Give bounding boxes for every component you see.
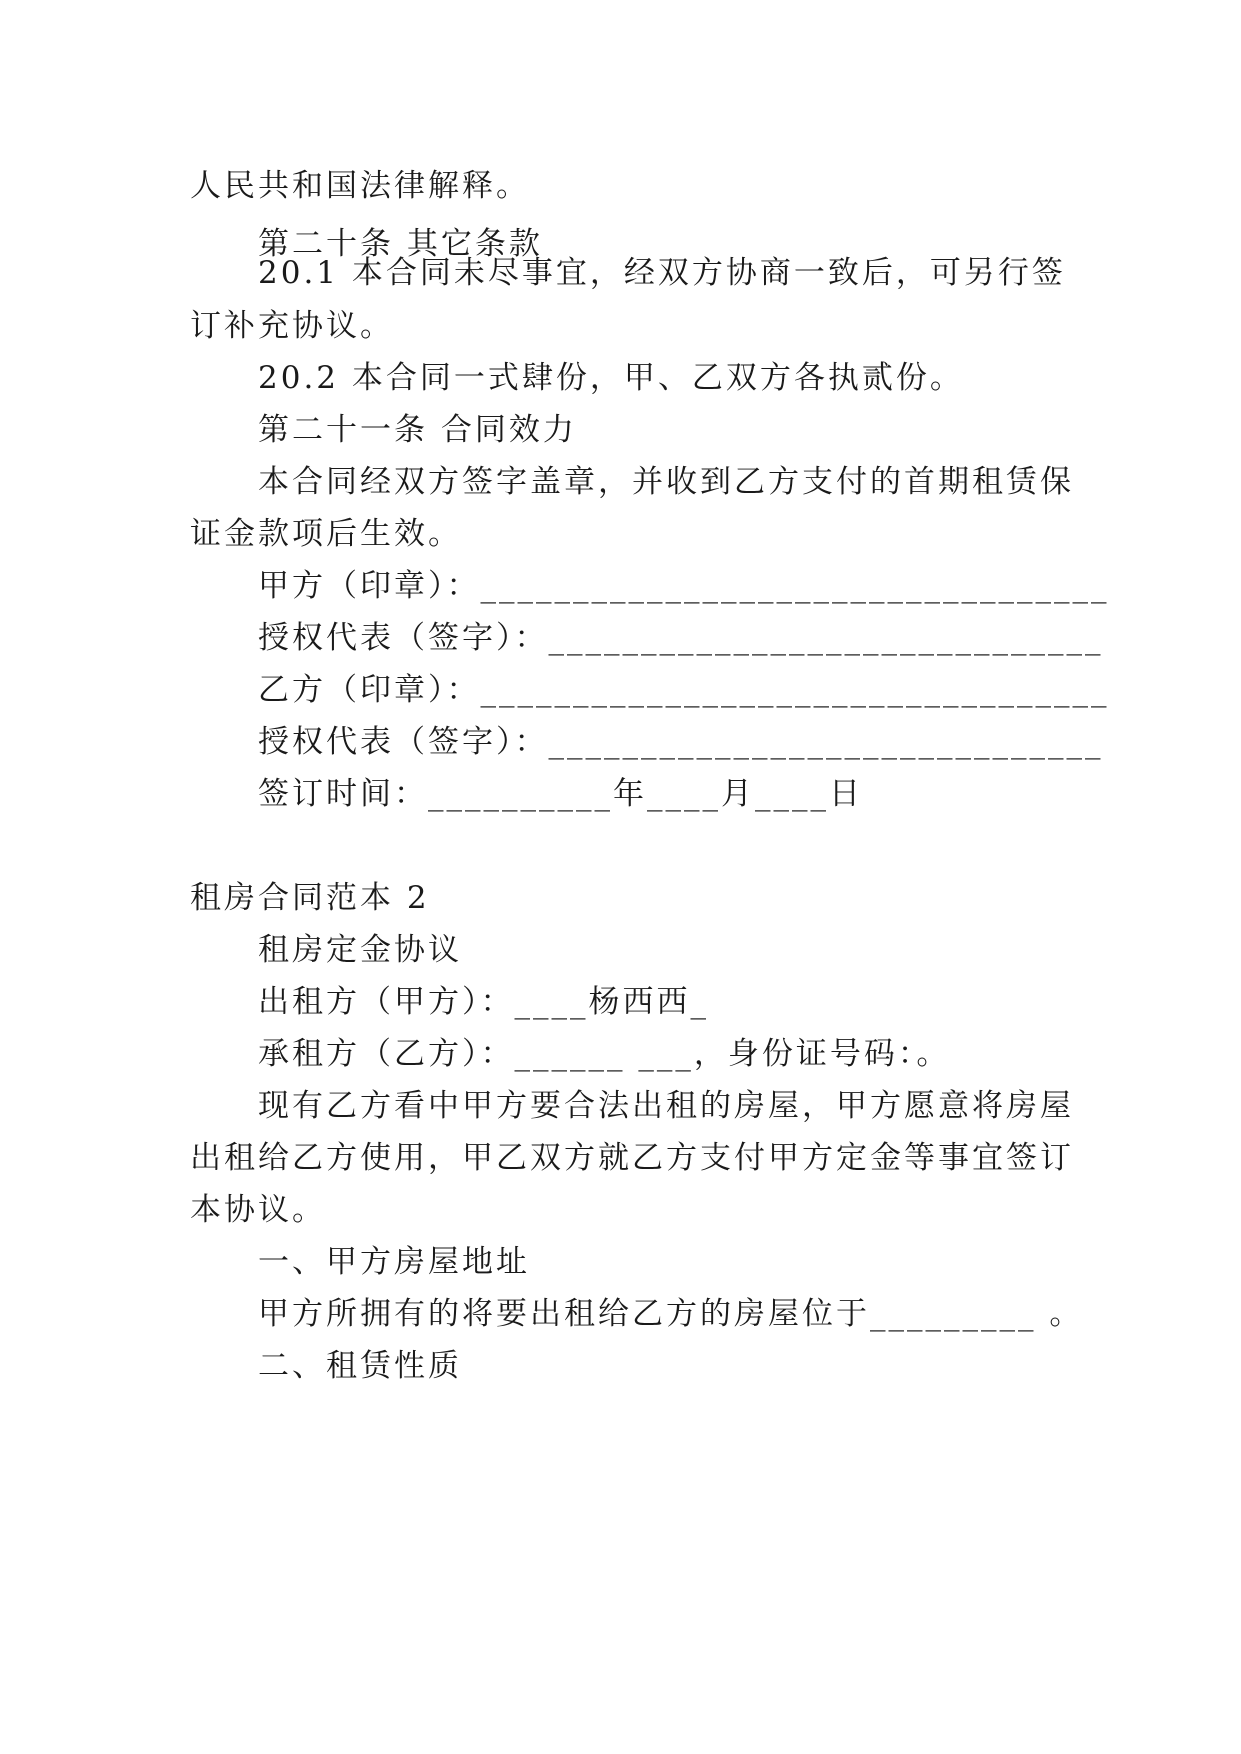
clause-20-1: 20.1 本合同未尽事宜，经双方协商一致后，可另行签 <box>258 255 1066 291</box>
section-heading: 二、租赁性质 <box>258 1348 462 1384</box>
party-a-seal-line: 甲方（印章）：__________________________________ <box>258 568 1110 604</box>
party-a-representative-line: 授权代表（签字）：______________________________ <box>258 620 1104 656</box>
text-line: 订补充协议。 <box>190 308 394 344</box>
article-20-heading: 第二十条 其它条款 <box>258 226 543 262</box>
agreement-title: 租房定金协议 <box>258 932 462 968</box>
section-heading: 一、甲方房屋地址 <box>258 1244 530 1280</box>
lessor-line: 出租方（甲方）：____杨西西_ <box>258 984 709 1020</box>
article-21-heading: 第二十一条 合同效力 <box>258 412 577 448</box>
party-b-representative-line: 授权代表（签字）：______________________________ <box>258 724 1104 760</box>
address-line: 甲方所拥有的将要出租给乙方的房屋位于_________ 。 <box>258 1296 1084 1332</box>
text-line: 出租给乙方使用，甲乙双方就乙方支付甲方定金等事宜签订 <box>190 1140 1074 1176</box>
clause-20-2: 20.2 本合同一式肆份，甲、乙双方各执贰份。 <box>258 360 964 396</box>
signing-date-line: 签订时间：__________年____月____日 <box>258 776 863 812</box>
text-line: 本协议。 <box>190 1192 326 1228</box>
party-b-seal-line: 乙方（印章）：__________________________________ <box>258 672 1110 708</box>
text-line: 人民共和国法律解释。 <box>190 168 530 204</box>
section-title: 租房合同范本 2 <box>190 880 430 916</box>
lessee-line: 承租方（乙方）：______ ___，身份证号码：。 <box>258 1036 951 1072</box>
text-line: 本合同经双方签字盖章，并收到乙方支付的首期租赁保 <box>258 464 1074 500</box>
text-line: 证金款项后生效。 <box>190 516 462 552</box>
text-line: 现有乙方看中甲方要合法出租的房屋，甲方愿意将房屋 <box>258 1088 1074 1124</box>
